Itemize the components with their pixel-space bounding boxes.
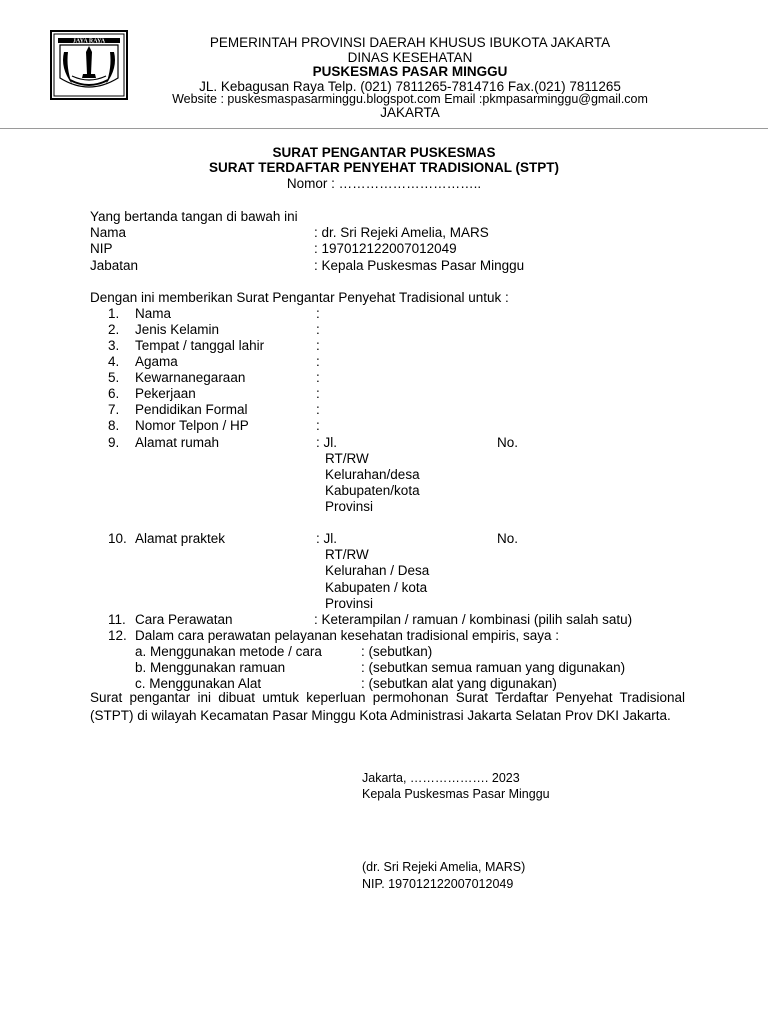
header-dinas: DINAS KESEHATAN bbox=[347, 50, 473, 65]
item-number: 3. bbox=[108, 338, 120, 353]
signer-nip-value: : 197012122007012049 bbox=[314, 241, 457, 256]
kabupaten-label: Kabupaten/kota bbox=[325, 483, 420, 498]
item-label: Pekerjaan bbox=[135, 386, 196, 401]
kelurahan-label: Kelurahan/desa bbox=[325, 467, 420, 482]
item-colon: : bbox=[316, 402, 320, 417]
sub-item-value: : (sebutkan semua ramuan yang digunakan) bbox=[361, 660, 626, 675]
item-label: Pendidikan Formal bbox=[135, 402, 248, 417]
item-label: Cara Perawatan bbox=[135, 612, 233, 627]
item-number: 10. bbox=[108, 531, 127, 546]
provinsi-label: Provinsi bbox=[325, 499, 374, 514]
house-number-label: No. bbox=[497, 531, 519, 546]
header-govt: PEMERINTAH PROVINSI DAERAH KHUSUS IBUKOTA JAKARTA bbox=[209, 35, 611, 50]
treatment-method-value: : Keterampilan / ramuan / kombinasi (pilih salah satu) bbox=[314, 612, 633, 627]
letter-subtitle: SURAT TERDAFTAR PENYEHAT TRADISIONAL (STPT) bbox=[209, 160, 559, 175]
item-text: Dalam cara perawatan pelayanan kesehatan tradisional empiris, saya : bbox=[135, 628, 559, 643]
house-number-label: No. bbox=[497, 435, 519, 450]
item-number: 1. bbox=[108, 306, 120, 321]
letter-title: SURAT PENGANTAR PUSKESMAS bbox=[272, 145, 496, 160]
item-label: Agama bbox=[135, 354, 178, 369]
sub-item-label: a. Menggunakan metode / cara bbox=[135, 644, 322, 659]
item-label: Alamat praktek bbox=[135, 531, 226, 546]
jaya-raya-logo bbox=[50, 30, 128, 100]
item-colon: : bbox=[316, 418, 320, 433]
item-label: Tempat / tanggal lahir bbox=[135, 338, 265, 353]
rt-rw-label: RT/RW bbox=[325, 547, 369, 562]
sub-item-label: c. Menggunakan Alat bbox=[135, 676, 262, 691]
signature-position: Kepala Puskesmas Pasar Minggu bbox=[362, 787, 550, 801]
signer-nip-label: NIP bbox=[90, 241, 113, 256]
sub-item-label: b. Menggunakan ramuan bbox=[135, 660, 286, 675]
item-label: Kewarnanegaraan bbox=[135, 370, 246, 385]
item-label: Nomor Telpon / HP bbox=[135, 418, 249, 433]
street-label: : Jl. bbox=[316, 435, 338, 450]
item-number: 4. bbox=[108, 354, 120, 369]
signature-name: (dr. Sri Rejeki Amelia, MARS) bbox=[362, 860, 526, 874]
rt-rw-label: RT/RW bbox=[325, 451, 369, 466]
header-address: JL. Kebagusan Raya Telp. (021) 7811265-7814716 Fax.(021) 7811265 bbox=[199, 79, 621, 94]
item-colon: : bbox=[316, 306, 320, 321]
item-colon: : bbox=[316, 354, 320, 369]
item-colon: : bbox=[316, 338, 320, 353]
street-label: : Jl. bbox=[316, 531, 338, 546]
provinsi-label: Provinsi bbox=[325, 596, 374, 611]
item-number: 6. bbox=[108, 386, 120, 401]
header-divider bbox=[0, 128, 768, 129]
sub-item-value: : (sebutkan alat yang digunakan) bbox=[361, 676, 557, 691]
item-number: 2. bbox=[108, 322, 120, 337]
item-number: 8. bbox=[108, 418, 120, 433]
item-number: 7. bbox=[108, 402, 120, 417]
closing-paragraph: Surat pengantar ini dibuat umtuk keperluan permohonan Surat Terdaftar Penyehat Tradisional (STPT) di wilayah Kecamatan Pasar Minggu Kota Administrasi Jakarta Selatan Prov DKI Jakarta. bbox=[90, 690, 685, 723]
recipient-intro: Dengan ini memberikan Surat Pengantar Penyehat Tradisional untuk : bbox=[90, 290, 509, 305]
item-label: Jenis Kelamin bbox=[135, 322, 220, 337]
header-puskesmas: PUSKESMAS PASAR MINGGU bbox=[312, 64, 508, 79]
item-number: 9. bbox=[108, 435, 120, 450]
signature-place-date: Jakarta, ………………. 2023 bbox=[362, 771, 520, 785]
sub-item-value: : (sebutkan) bbox=[361, 644, 433, 659]
signer-intro: Yang bertanda tangan di bawah ini bbox=[90, 209, 298, 224]
item-number: 12. bbox=[108, 628, 127, 643]
signer-name-label: Nama bbox=[90, 225, 127, 240]
item-colon: : bbox=[316, 370, 320, 385]
header-city: JAKARTA bbox=[380, 105, 440, 120]
item-label: Nama bbox=[135, 306, 172, 321]
kabupaten-label: Kabupaten / kota bbox=[325, 580, 428, 595]
kelurahan-label: Kelurahan / Desa bbox=[325, 563, 430, 578]
signer-position-value: : Kepala Puskesmas Pasar Minggu bbox=[314, 258, 525, 273]
item-number: 11. bbox=[108, 612, 126, 627]
header-website: Website : puskesmaspasarminggu.blogspot.com Email :pkmpasarminggu@gmail.com bbox=[172, 92, 648, 106]
letter-number: Nomor : ………………………….. bbox=[286, 176, 482, 191]
signature-nip: NIP. 197012122007012049 bbox=[362, 877, 514, 891]
logo-text: JAYA RAYA bbox=[72, 38, 106, 45]
item-number: 5. bbox=[108, 370, 120, 385]
signer-position-label: Jabatan bbox=[90, 258, 139, 273]
item-label: Alamat rumah bbox=[135, 435, 220, 450]
item-colon: : bbox=[316, 322, 320, 337]
signer-name-value: : dr. Sri Rejeki Amelia, MARS bbox=[314, 225, 489, 240]
item-colon: : bbox=[316, 386, 320, 401]
